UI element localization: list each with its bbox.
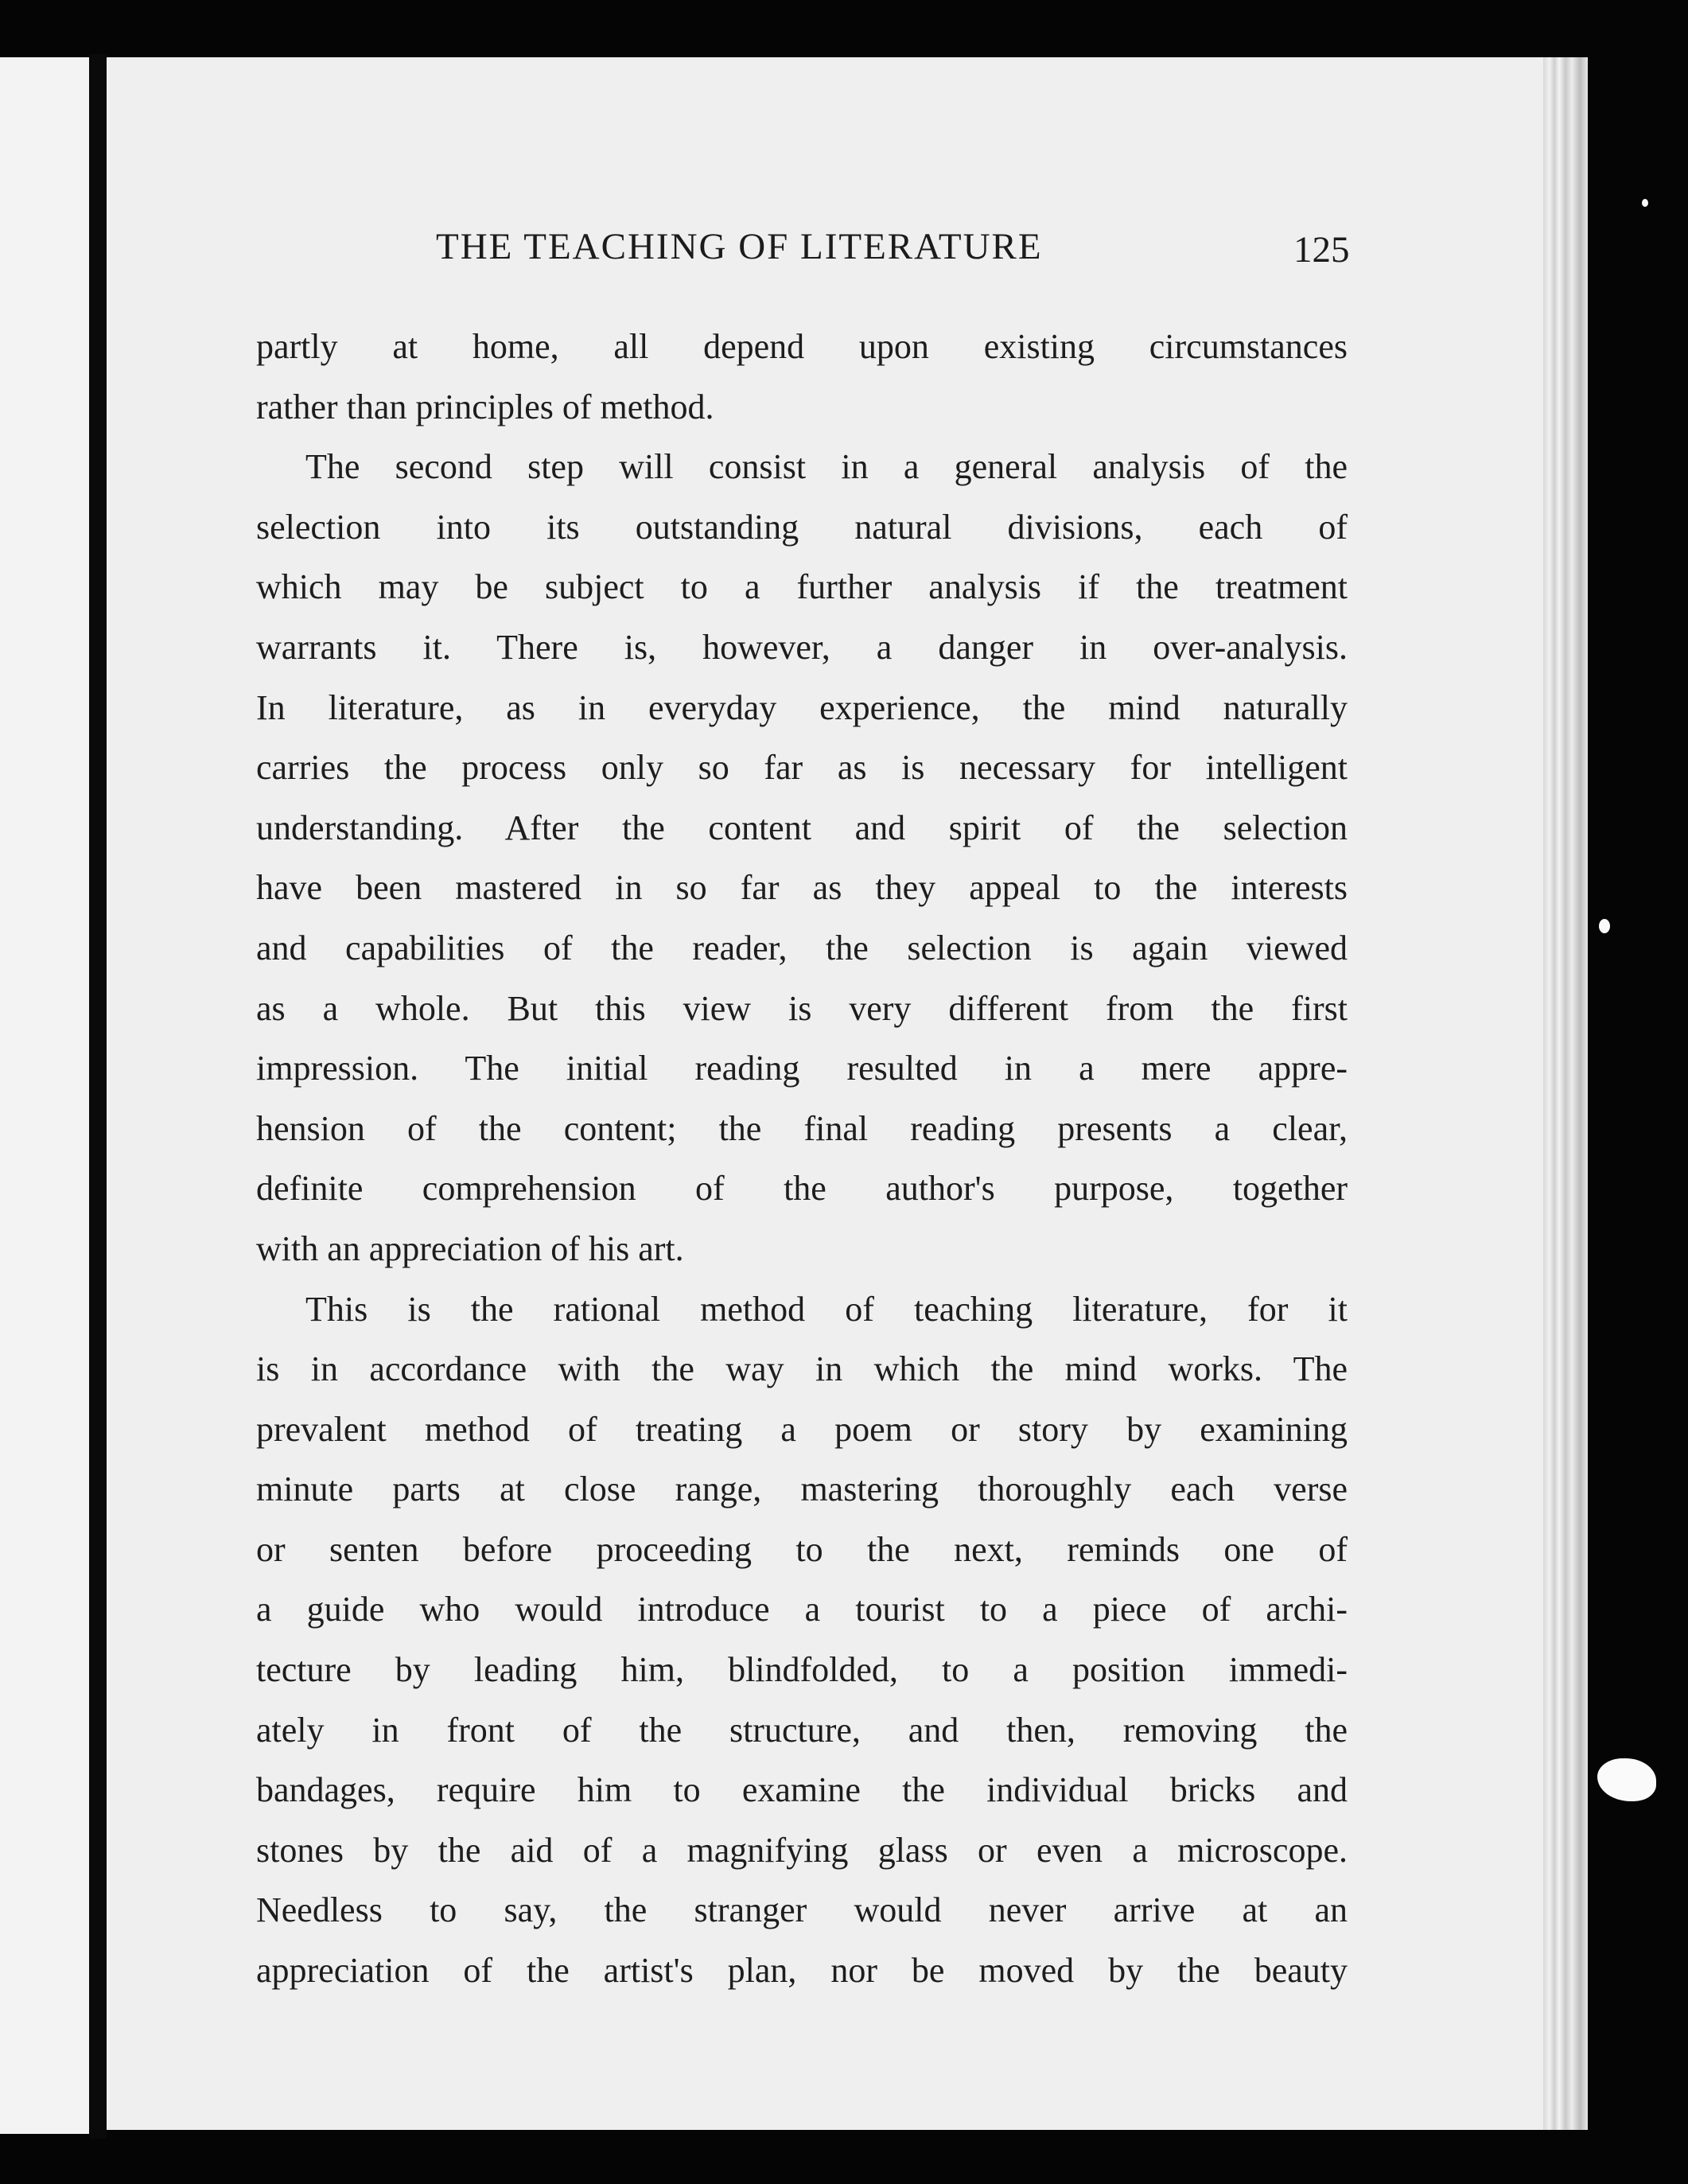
text-line: or senten before proceeding to the next, reminds one of xyxy=(256,1529,1348,1569)
text-line: stones by the aid of a magnifying glass or even a microscope. xyxy=(256,1830,1348,1870)
text-line: prevalent method of treating a poem or story by examining xyxy=(256,1409,1348,1449)
text-line: a guide who would introduce a tourist to a piece of archi- xyxy=(256,1590,1348,1629)
text-line: ately in front of the structure, and then, removing the xyxy=(256,1710,1348,1750)
text-line: have been mastered in so far as they appeal to the interests xyxy=(256,868,1348,908)
text-line: carries the process only so far as is necessary for intelligent xyxy=(256,748,1348,788)
text-line: which may be subject to a further analysis if the treatment xyxy=(256,567,1348,607)
text-line: tecture by leading him, blindfolded, to a position immedi- xyxy=(256,1650,1348,1690)
text-line: as a whole. But this view is very different from the first xyxy=(256,988,1348,1028)
text-line: warrants it. There is, however, a danger in over-analysis. xyxy=(256,627,1348,667)
running-head: THE TEACHING OF LITERATURE xyxy=(436,226,1043,267)
text-line: In literature, as in everyday experience, the mind naturally xyxy=(256,687,1348,727)
page-gutter xyxy=(89,54,107,2139)
scan-speck xyxy=(1597,1758,1656,1801)
scan-speck xyxy=(1642,199,1648,207)
text-line: selection into its outstanding natural divisions, each of xyxy=(256,507,1348,547)
text-line: appreciation of the artist's plan, nor be moved by the beauty xyxy=(256,1951,1348,1991)
text-line: is in accordance with the way in which the mind works. The xyxy=(256,1349,1348,1389)
text-line: The second step will consist in a general analysis of the xyxy=(305,447,1348,487)
text-line: impression. The initial reading resulted in a mere appre- xyxy=(256,1049,1348,1088)
text-line: rather than principles of method. xyxy=(256,387,714,426)
scan-speck xyxy=(1599,919,1610,933)
text-line: bandages, require him to examine the individual bricks and xyxy=(256,1770,1348,1810)
text-line: hension of the content; the final reading presents a clear, xyxy=(256,1108,1348,1148)
text-line: minute parts at close range, mastering thoroughly each verse xyxy=(256,1470,1348,1509)
text-line: Needless to say, the stranger would never arrive at an xyxy=(256,1890,1348,1930)
text-line: understanding. After the content and spirit of the selection xyxy=(256,808,1348,847)
page-stack-edge xyxy=(1543,57,1588,2130)
body-text xyxy=(256,317,1348,2001)
text-line: and capabilities of the reader, the selection is again viewed xyxy=(256,928,1348,967)
page-number: 125 xyxy=(1293,229,1350,271)
text-line: definite comprehension of the author's purpose, together xyxy=(256,1169,1348,1209)
text-line: partly at home, all depend upon existing circumstances xyxy=(256,327,1348,366)
previous-page-edge xyxy=(0,57,89,2134)
text-line: with an appreciation of his art. xyxy=(256,1228,684,1268)
text-line: This is the rational method of teaching literature, for it xyxy=(305,1289,1348,1329)
